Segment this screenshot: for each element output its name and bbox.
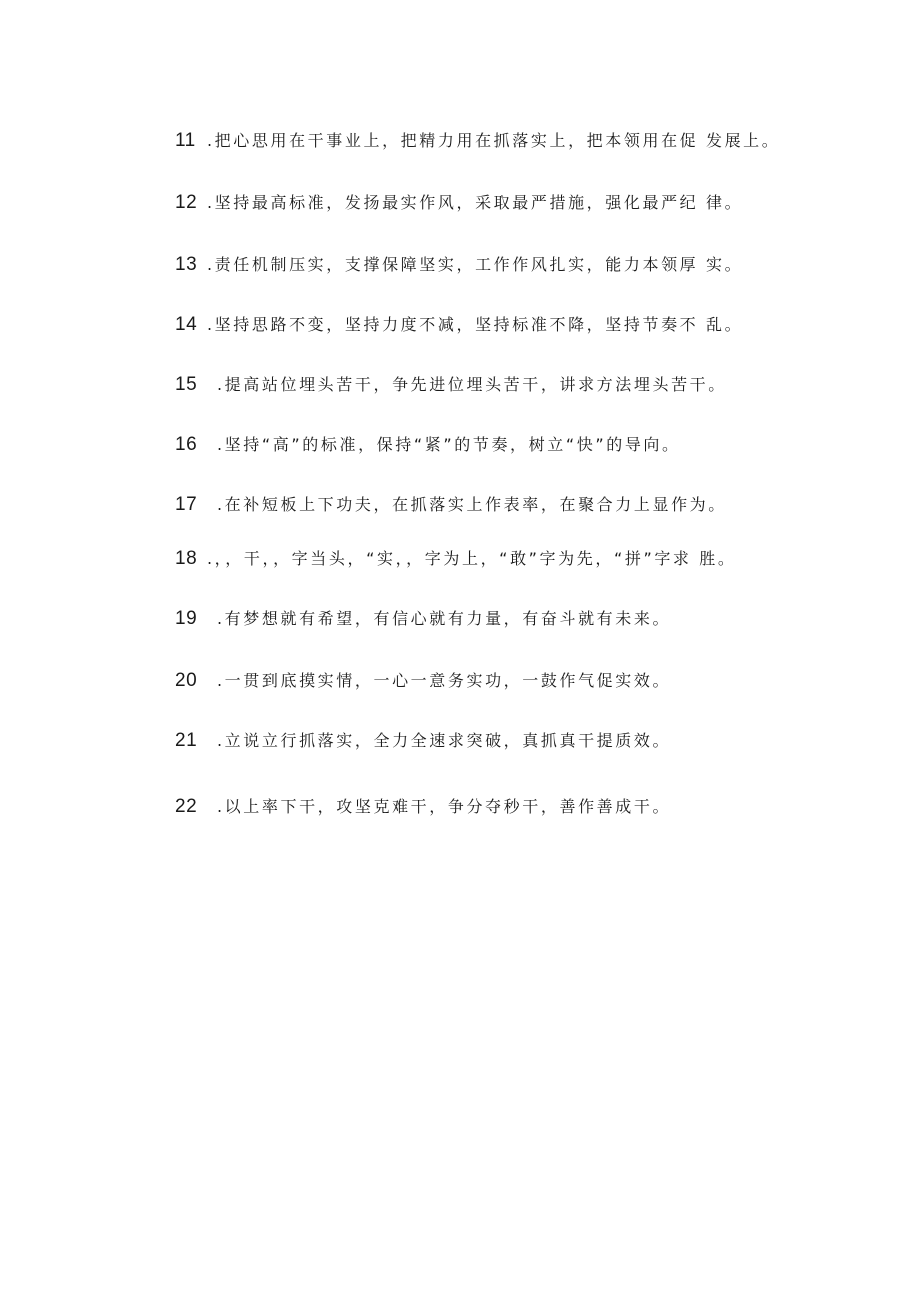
item-number: 21	[175, 730, 198, 751]
item-number: 15	[175, 374, 198, 395]
item-text: .在补短板上下功夫，在抓落实上作表率，在聚合力上显作为。	[217, 495, 727, 514]
item-text: .一贯到底摸实情，一心一意务实功，一鼓作气促实效。	[217, 671, 672, 690]
item-text: .以上率下干，攻坚克难干，争分夺秒干，善作善成干。	[217, 797, 672, 816]
list-item	[175, 312, 743, 342]
item-text: .坚持“高”的标准，保持“紧”的节奏，树立“快”的导向。	[217, 435, 681, 454]
item-number: 20	[175, 670, 198, 691]
item-text: .把心思用在干事业上，把精力用在抓落实上，把本领用在促 发展上。	[207, 131, 781, 150]
list-item	[175, 190, 743, 220]
list-item	[175, 668, 671, 698]
list-item	[175, 794, 671, 824]
list-item	[175, 372, 727, 402]
item-number: 19	[175, 608, 198, 629]
item-number: 13	[175, 254, 198, 275]
item-number: 12	[175, 192, 198, 213]
list-item	[175, 492, 727, 522]
item-number: 18	[175, 548, 198, 569]
item-text: .提高站位埋头苦干，争先进位埋头苦干，讲求方法埋头苦干。	[217, 375, 727, 394]
item-text: .，，干，，字当头，“实，，字为上，“敢”字为先，“拼”字求 胜。	[207, 549, 737, 568]
item-number: 16	[175, 434, 198, 455]
list-item	[175, 728, 671, 758]
list-item	[175, 432, 681, 462]
item-text: .立说立行抓落实，全力全速求突破，真抓真干提质效。	[217, 731, 672, 750]
item-number: 11	[175, 130, 196, 151]
item-number: 14	[175, 314, 198, 335]
item-number: 17	[175, 494, 198, 515]
item-text: .责任机制压实，支撑保障坚实，工作作风扎实，能力本领厚 实。	[207, 255, 744, 274]
list-item	[175, 606, 671, 636]
list-item	[175, 546, 736, 576]
list-item	[175, 252, 743, 282]
item-text: .坚持思路不变，坚持力度不减，坚持标准不降，坚持节奏不 乱。	[207, 315, 744, 334]
list-item	[175, 128, 780, 158]
item-number: 22	[175, 796, 198, 817]
item-text: .有梦想就有希望，有信心就有力量，有奋斗就有未来。	[217, 609, 672, 628]
item-text: .坚持最高标准，发扬最实作风，采取最严措施，强化最严纪 律。	[207, 193, 744, 212]
